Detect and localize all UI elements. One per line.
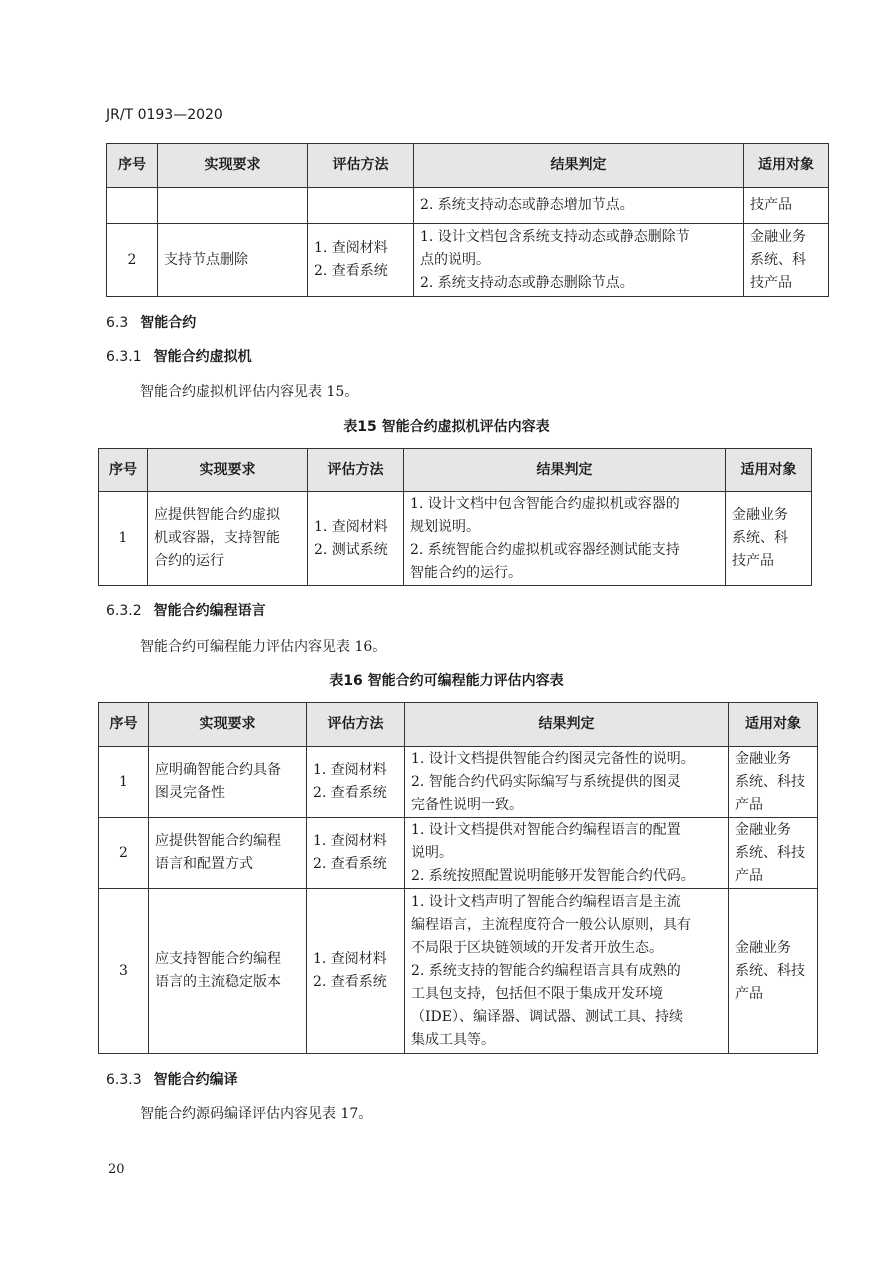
target-line: 系统、科技 bbox=[735, 962, 805, 979]
result-line: 2. 系统支持动态或静态删除节点。 bbox=[420, 274, 634, 291]
col-target: 适用对象 bbox=[744, 144, 829, 188]
table-header-row bbox=[99, 449, 812, 492]
result-line: 1. 设计文档提供对智能合约编程语言的配置 bbox=[411, 821, 681, 838]
result-line: 规划说明。 bbox=[410, 518, 480, 535]
col-no: 序号 bbox=[99, 449, 148, 492]
col-method: 评估方法 bbox=[308, 144, 414, 188]
cell-no bbox=[107, 188, 158, 224]
cell-method bbox=[308, 188, 414, 224]
result-line: 编程语言，主流程度符合一般公认原则，具有 bbox=[411, 916, 691, 933]
section-heading-6-3-1 bbox=[106, 346, 252, 366]
req-line: 机或容器，支持智能 bbox=[154, 530, 280, 546]
table-header-row bbox=[107, 144, 829, 188]
cell-target bbox=[729, 889, 818, 1054]
section-number: 6.3.2 bbox=[106, 603, 142, 619]
cell-no: 2 bbox=[107, 224, 158, 297]
cell-target bbox=[744, 188, 829, 224]
section-title: 智能合约编译 bbox=[153, 1072, 238, 1088]
cell-method bbox=[308, 224, 414, 297]
req-line: 语言和配置方式 bbox=[155, 856, 253, 872]
cell-no: 2 bbox=[99, 818, 149, 889]
cell-method bbox=[307, 747, 405, 818]
req-line: 应支持智能合约编程 bbox=[155, 951, 281, 967]
result-line: 完备性说明一致。 bbox=[411, 796, 523, 813]
target-line: 金融业务 bbox=[735, 750, 791, 767]
req-line: 应提供智能合约虚拟 bbox=[154, 507, 280, 523]
table-row bbox=[99, 747, 818, 818]
col-result: 结果判定 bbox=[405, 703, 729, 747]
cell-method bbox=[308, 492, 404, 586]
table-16 bbox=[98, 702, 818, 1054]
target-line: 系统、科技 bbox=[735, 844, 805, 861]
result-line: 1. 设计文档提供智能合约图灵完备性的说明。 bbox=[411, 750, 695, 767]
cell-method bbox=[307, 818, 405, 889]
table-header-row bbox=[99, 703, 818, 747]
method-line: 2. 查看系统 bbox=[313, 974, 387, 990]
result-line: 1. 设计文档包含系统支持动态或静态删除节 bbox=[420, 228, 690, 245]
target-line: 技产品 bbox=[750, 197, 792, 213]
col-method: 评估方法 bbox=[308, 449, 404, 492]
section-title: 智能合约 bbox=[140, 315, 197, 331]
cell-result bbox=[414, 188, 744, 224]
req-line: 支持节点删除 bbox=[164, 251, 248, 268]
cell-req bbox=[158, 224, 308, 297]
table16-caption: 表16 智能合约可编程能力评估内容表 bbox=[329, 673, 564, 689]
result-line: 2. 系统按照配置说明能够开发智能合约代码。 bbox=[411, 867, 695, 884]
table-row bbox=[107, 188, 829, 224]
cell-result bbox=[405, 818, 729, 889]
target-line: 金融业务 bbox=[735, 939, 791, 956]
target-line: 产品 bbox=[735, 796, 763, 813]
method-line: 1. 查阅材料 bbox=[313, 951, 387, 967]
cell-req bbox=[158, 188, 308, 224]
table-15 bbox=[98, 448, 812, 586]
cell-no: 1 bbox=[99, 747, 149, 818]
table-row bbox=[107, 224, 829, 297]
page-number: 20 bbox=[108, 1162, 125, 1177]
col-req: 实现要求 bbox=[149, 703, 307, 747]
method-line: 1. 查阅材料 bbox=[314, 518, 388, 535]
target-line: 技产品 bbox=[732, 553, 774, 569]
paragraph-6-3-2: 智能合约可编程能力评估内容见表 16。 bbox=[140, 639, 387, 655]
method-line: 1. 查阅材料 bbox=[313, 762, 387, 778]
result-line: 2. 系统智能合约虚拟机或容器经测试能支持 bbox=[410, 541, 680, 558]
target-line: 产品 bbox=[735, 985, 763, 1002]
req-line: 应提供智能合约编程 bbox=[155, 833, 281, 849]
cell-req bbox=[148, 492, 308, 586]
target-line: 金融业务 bbox=[750, 228, 806, 245]
result-line: 点的说明。 bbox=[420, 251, 490, 268]
cell-result bbox=[405, 889, 729, 1054]
result-line: 说明。 bbox=[411, 844, 453, 861]
cell-method bbox=[307, 889, 405, 1054]
section-number: 6.3.1 bbox=[106, 349, 142, 365]
target-line: 系统、科技 bbox=[735, 773, 805, 790]
target-line: 系统、科 bbox=[750, 251, 806, 268]
col-no: 序号 bbox=[99, 703, 149, 747]
req-line: 合约的运行 bbox=[154, 553, 224, 569]
standard-code: JR/T 0193—2020 bbox=[106, 107, 223, 123]
col-req: 实现要求 bbox=[148, 449, 308, 492]
section-heading-6-3 bbox=[106, 312, 196, 332]
cell-result bbox=[404, 492, 726, 586]
target-line: 金融业务 bbox=[732, 507, 788, 523]
col-result: 结果判定 bbox=[414, 144, 744, 188]
section-heading-6-3-3 bbox=[106, 1069, 238, 1089]
section-title: 智能合约编程语言 bbox=[153, 603, 266, 619]
method-line: 1. 查阅材料 bbox=[314, 240, 388, 256]
paragraph-6-3-1: 智能合约虚拟机评估内容见表 15。 bbox=[140, 384, 359, 400]
method-line: 1. 查阅材料 bbox=[313, 833, 387, 849]
col-target: 适用对象 bbox=[729, 703, 818, 747]
cell-no: 3 bbox=[99, 889, 149, 1054]
result-line: 2. 系统支持的智能合约编程语言具有成熟的 bbox=[411, 962, 681, 979]
cell-target bbox=[726, 492, 812, 586]
cell-req bbox=[149, 889, 307, 1054]
method-line: 2. 查看系统 bbox=[313, 785, 387, 801]
table-prev bbox=[106, 143, 829, 297]
col-method: 评估方法 bbox=[307, 703, 405, 747]
req-line: 应明确智能合约具备 bbox=[155, 762, 281, 778]
result-line: 1. 设计文档中包含智能合约虚拟机或容器的 bbox=[410, 495, 680, 512]
section-title: 智能合约虚拟机 bbox=[153, 349, 252, 365]
target-line: 金融业务 bbox=[735, 821, 791, 838]
req-line: 图灵完备性 bbox=[155, 785, 225, 801]
target-line: 产品 bbox=[735, 867, 763, 884]
cell-req bbox=[149, 747, 307, 818]
col-result: 结果判定 bbox=[404, 449, 726, 492]
target-line: 技产品 bbox=[750, 274, 792, 291]
cell-target bbox=[729, 747, 818, 818]
paragraph-6-3-3: 智能合约源码编译评估内容见表 17。 bbox=[140, 1106, 373, 1122]
result-line: 1. 设计文档声明了智能合约编程语言是主流 bbox=[411, 893, 681, 910]
table-row bbox=[99, 889, 818, 1054]
method-line: 2. 查看系统 bbox=[314, 263, 388, 279]
section-heading-6-3-2 bbox=[106, 600, 266, 620]
result-line: 2. 系统支持动态或静态增加节点。 bbox=[420, 197, 634, 213]
col-req: 实现要求 bbox=[158, 144, 308, 188]
table-row bbox=[99, 818, 818, 889]
table15-caption: 表15 智能合约虚拟机评估内容表 bbox=[343, 419, 550, 435]
cell-no: 1 bbox=[99, 492, 148, 586]
col-target: 适用对象 bbox=[726, 449, 812, 492]
method-line: 2. 测试系统 bbox=[314, 541, 388, 558]
cell-target bbox=[729, 818, 818, 889]
table-row bbox=[99, 492, 812, 586]
result-line: 智能合约的运行。 bbox=[410, 564, 522, 581]
result-line: （IDE）、编译器、调试器、测试工具、持续 bbox=[411, 1008, 683, 1025]
cell-target bbox=[744, 224, 829, 297]
req-line: 语言的主流稳定版本 bbox=[155, 974, 281, 990]
result-line: 集成工具等。 bbox=[411, 1031, 495, 1048]
target-line: 系统、科 bbox=[732, 530, 788, 546]
cell-result bbox=[405, 747, 729, 818]
section-number: 6.3 bbox=[106, 315, 129, 331]
cell-result bbox=[414, 224, 744, 297]
result-line: 不局限于区块链领域的开发者开放生态。 bbox=[411, 939, 663, 956]
result-line: 工具包支持，包括但不限于集成开发环境 bbox=[411, 985, 663, 1002]
result-line: 2. 智能合约代码实际编写与系统提供的图灵 bbox=[411, 773, 681, 790]
col-no: 序号 bbox=[107, 144, 158, 188]
section-number: 6.3.3 bbox=[106, 1072, 142, 1088]
cell-req bbox=[149, 818, 307, 889]
method-line: 2. 查看系统 bbox=[313, 856, 387, 872]
